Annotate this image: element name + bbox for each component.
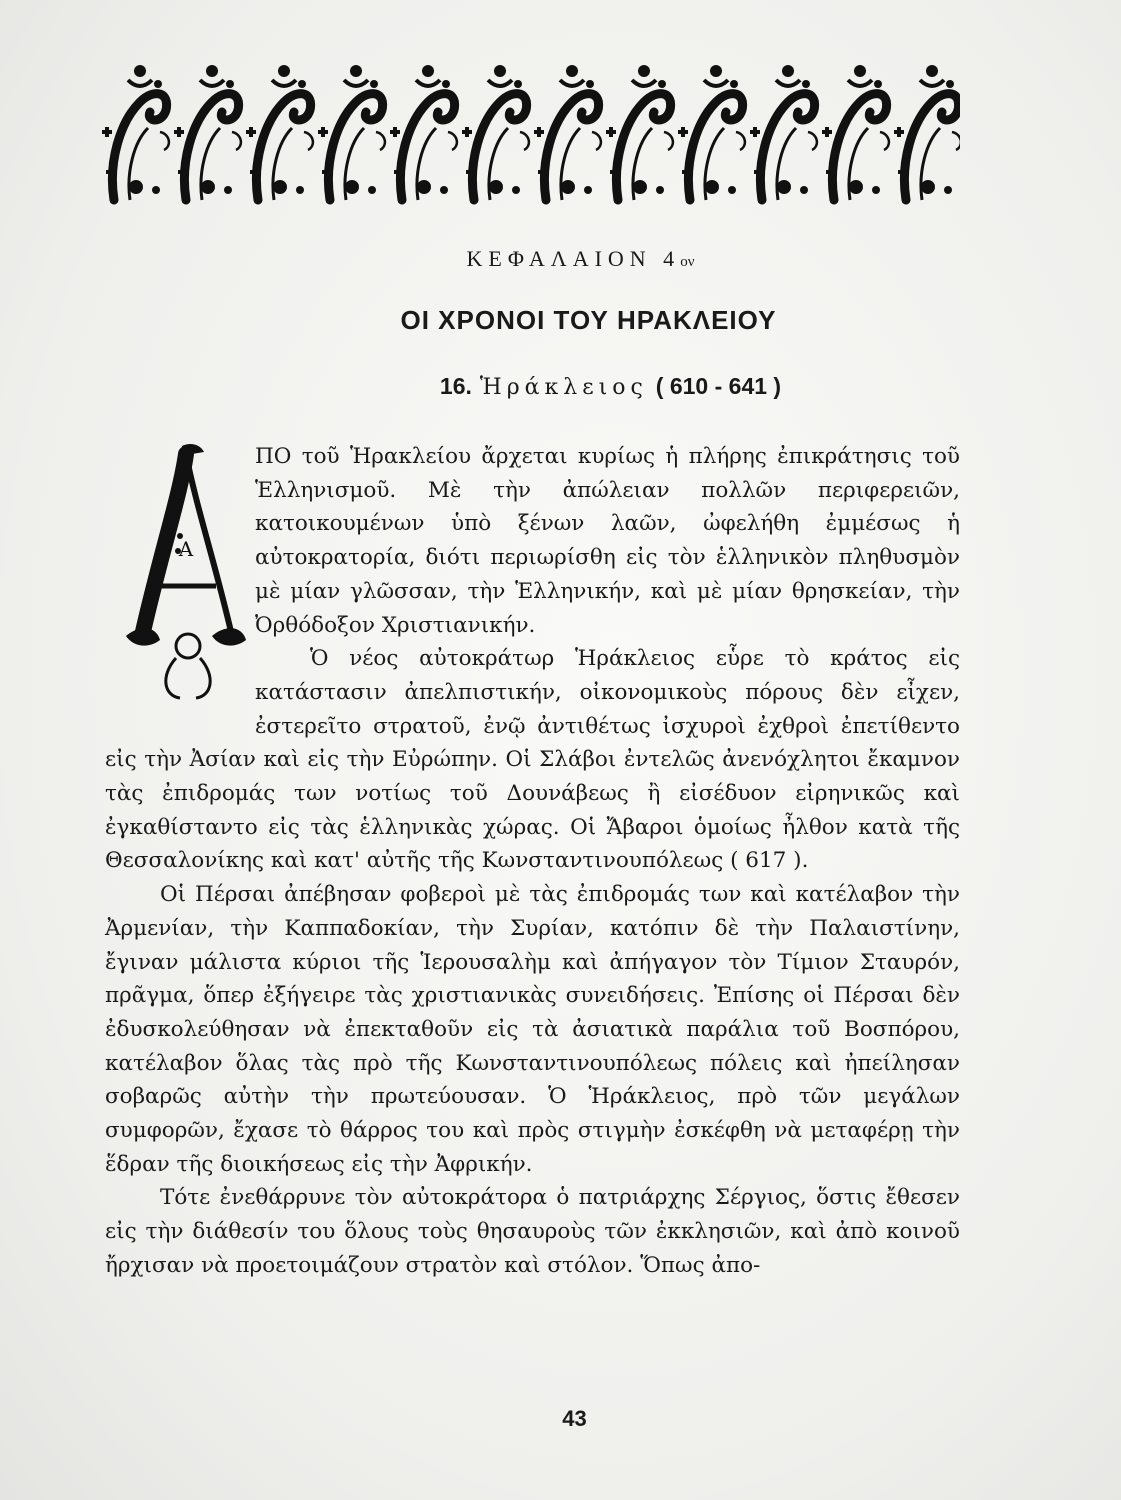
chapter-label-text: ΚΕΦΑΛΑΙΟΝ 4 — [466, 246, 681, 271]
section-heading — [0, 373, 1121, 400]
page-number: 43 — [562, 1406, 587, 1431]
body-text — [105, 440, 960, 1283]
paragraph: Τότε ἐνεθάρρυνε τὸν αὐτοκράτορα ὁ πατριάρχης Σέργιος, ὅστις ἔθεσεν εἰς τὴν διάθεσίν του ὅλους τοὺς θησαυροὺς τῶν ἐκκλησιῶν, καὶ ἀπὸ κοινοῦ ἤρχισαν νὰ προετοιμάζουν στρατὸν καὶ στόλον. Ὅπως ἀπο- — [105, 1185, 960, 1278]
decorative-header-ornament — [100, 62, 960, 210]
paragraph: Ὁ νέος αὐτοκράτωρ Ἡράκλειος εὗρε τὸ κράτος εἰς κατάστασιν ἀπελπιστικήν, οἰκονομικοὺς πόρους δὲν εἶχεν, ἐστερεῖτο στρατοῦ, ἐνῷ ἀντιθέτως ἰσχυροὶ ἐχθροὶ ἐπετίθεντο εἰς τὴν Ἀσίαν καὶ εἰς τὴν Εὐρώπην. Οἱ Σλάβοι ἐντελῶς ἀνενόχλητοι ἔκαμνον τὰς ἐπιδρομάς των νοτίως τοῦ Δουνάβεως ἢ εἰσέδυον εἰρηνικῶς καὶ ἐγκαθίσταντο εἰς τὰς ἑλληνικὰς χώρας. Οἱ Ἄβαροι ὁμοίως ἦλθον κατὰ τῆς Θεσσαλονίκης καὶ κατ' αὐτῆς τῆς Κωνσταντινουπόλεως ( 617 ). — [105, 646, 960, 874]
chapter-label — [0, 246, 1121, 272]
drop-cap-letter: Α — [178, 537, 194, 561]
section-dates: ( 610 - 641 ) — [655, 373, 782, 399]
drop-cap-space — [105, 440, 255, 732]
section-name: Ἡράκλειος — [479, 375, 648, 400]
paragraph: Οἱ Πέρσαι ἀπέβησαν φοβεροὶ μὲ τὰς ἐπιδρομάς των καὶ κατέλαβον τὴν Ἀρμενίαν, τὴν Καππαδοκίαν, τὴν Συρίαν, κατόπιν δὲ τὴν Παλαιστίνην, ἔγιναν μάλιστα κύριοι τῆς Ἱερουσαλὴμ καὶ ἀπήγαγον τὸν Τίμιον Σταυρόν, πρᾶγμα, ὅπερ ἐξήγειρε τὰς χριστιανικὰς συνειδήσεις. Ἐπίσης οἱ Πέρσαι δὲν ἐδυσκολεύθησαν νὰ ἐπεκταθοῦν εἰς τὰ ἀσιατικὰ παράλια τοῦ Βοσπόρου, κατέλαβον ὅλας τὰς πρὸ τῆς Κωνσταντινουπόλεως πόλεις καὶ ἠπείλησαν σοβαρῶς αὐτὴν τὴν πρωτεύουσαν. Ὁ Ἡράκλειος, πρὸ τῶν μεγάλων συμφορῶν, ἔχασε τὸ θάρρος του καὶ πρὸς στιγμὴν ἐσκέφθη νὰ μεταφέρῃ τὴν ἕδραν τῆς διοικήσεως εἰς τὴν Ἀφρικήν. — [105, 882, 960, 1177]
paragraph: ΠΟ τοῦ Ἡρακλείου ἄρχεται κυρίως ἡ πλήρης ἐπικράτησις τοῦ Ἑλληνισμοῦ. Μὲ τὴν ἀπώλειαν πολλῶν περιφερειῶν, κατοικουμένων ὑπὸ ξένων λαῶν, ὠφελήθη ἐμμέσως ἡ αὐτοκρατορία, διότι περιωρίσθη εἰς τὸν ἑλληνικὸν πληθυσμὸν μὲ μίαν γλῶσσαν, τὴν Ἑλληνικήν, καὶ μὲ μίαν θρησκείαν, τὴν Ὀρθόδοξον Χριστιανικήν. — [255, 444, 960, 638]
section-number: 16. — [439, 373, 472, 399]
chapter-title: ΟΙ ΧΡΟΝΟΙ ΤΟΥ ΗΡΑΚΛΕΙΟΥ — [400, 305, 777, 335]
chapter-label-suffix: ον — [680, 254, 695, 270]
